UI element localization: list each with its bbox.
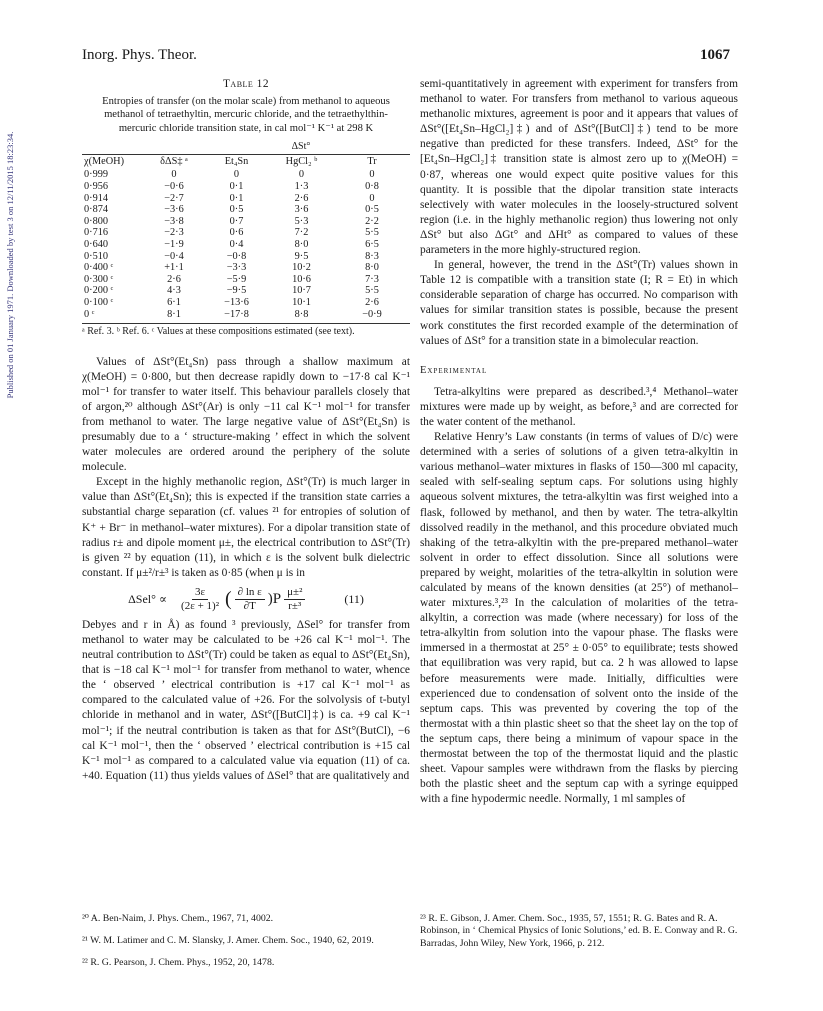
table-cell: 0 ᶜ <box>82 309 144 324</box>
left-column <box>82 77 410 784</box>
sidebar-note-container <box>0 0 20 620</box>
table-cell: 0·640 <box>84 238 109 250</box>
table-cell: 7·2 <box>294 227 309 239</box>
table-cell: 0·874 <box>84 204 109 216</box>
right-column <box>420 77 738 807</box>
table-cell: −0·6 <box>164 180 184 192</box>
table-cell: 2·6 <box>294 192 309 204</box>
table-row <box>82 239 410 251</box>
table-cell: −2·7 <box>164 192 184 204</box>
table-cell: 10·7 <box>292 285 311 297</box>
body-paragraph: Tetra-alkyltins were prepared as described.³,⁴ Methanol–water mixtures were made up by weight, as before,³ and are corrected for the water content of the methanol. <box>420 385 738 428</box>
table-cell: −0·4 <box>164 250 184 262</box>
table-row <box>82 169 410 181</box>
table-cell: 8·0 <box>365 262 379 274</box>
table-cell: 0·800 <box>84 215 109 227</box>
table-cell: −1·9 <box>164 238 184 250</box>
table-cell: 0 <box>171 169 177 181</box>
table-cell: 6·1 <box>167 296 181 308</box>
table-cell: 0 <box>233 169 240 181</box>
frac-denominator: ∂T <box>243 599 256 612</box>
table-caption: Entropies of transfer (on the molar scale) from methanol to aqueous methanol of tetraethyltin, mercuric chloride, and the tetraethylthin-mercuric chloride transition state, in cal mol⁻¹ K⁻¹ at 298 K <box>102 96 390 134</box>
table-cell: 0·200 ᶜ <box>84 285 114 297</box>
table-row <box>82 227 410 239</box>
entropy-table <box>82 154 410 324</box>
body-paragraph: Except in the highly methanolic region, ΔSt°(Tr) is much larger in value than ΔSt°(Et₄Sn); this is expected if the transition state carries a substantial charge separation (cf. values ²¹ for entropies of solution of K⁺ + Br⁻ in methanol–water mixtures). For a dipolar transition state of radius r± and dipole moment μ±, the electrical contribution to ΔSt°(Tr) is given ²² by equation (11), in which ε is the solvent bulk dielectric constant. If μ±²/r±³ is taken as 0·85 (when μ is in <box>82 476 410 579</box>
table-group-header: ΔSt° <box>291 140 311 152</box>
body-paragraph: semi-quantitatively in agreement with experiment for transfers from methanol to water. For transfers from methanol to various aqueous methanolic mixtures, agreement is poor and it appears that values of ΔSt°([Et₄Sn–HgCl₂]‡) and of ΔSt°([ButCl]‡) tend to be more negative than predicted for these transfers. Indeed, ΔSt° for the [Et₄Sn–HgCl₂]‡ transition state is almost zero up to χ(MeOH) = 0·87, whereas one would expect quite positive values for this quantity. It is possible that the dipolar transition state interacts selectively with water molecules in the loosely-structured solvent region (i.e. in the highly methanolic region) thus lowering not only ΔSt° but also ΔGt° and ΔHt° as compared to values of these parameters in the more highly-structured region. <box>420 78 738 257</box>
table-cell: 5·5 <box>365 227 379 239</box>
right-footnotes <box>420 911 738 960</box>
body-paragraph: Relative Henry’s Law constants (in terms of values of D/c) were determined with a series of solutions of a given tetra-alkyltin in various methanol–water mixtures in flasks of 150—300 ml capacity, sealed with self-sealing septum caps. For solutions using highly aqueous solvent mixtures, the tetra-alkyltin was first weighed into a flask, followed by methanol, and then by water. The tetra-alkyltin dissolved readily in the methanol, and this procedure obviated much shaking of the tetra-alkyltin with the pre-prepared methanol–water solvent in order to effect dissolution. Since all solutions were prepared by weight, molarities of the tetra-alkyltin in solution were calculated by means of the known densities (at 25°) of methanol–water mixtures.³,²³ In the calculation of molarities of the tetra-alkyltin, a correction was made (where necessary) for loss of the tetra-alkyltin from solution into the vapour phase. The flasks were immersed in a thermostat at 25° ± 0·05° to equilibrate; tests showed that equilibration was very rapid, but ca. 2 h was allowed to lapse before measurements were made. Initially, difficulties were experienced due to condensation of solvent onto the inside of the septum caps. This was prevented by covering the top of the thermostat with a thin plastic sheet so that the sheet lay on the top of the septum caps, there being a minimum of vapour space in the thermostat between the top of the thermostat liquid and the plastic sheet. Vapour samples were withdrawn from the flasks by piercing both the plastic sheet and the septum cap with a syringe equipped with a fine hypodermic needle. Normally, 1 ml samples of <box>420 431 738 806</box>
table-cell: 0·5 <box>365 204 379 216</box>
table-cell: −0·9 <box>334 309 410 324</box>
equation-paren: ( <box>225 587 232 610</box>
frac-numerator: ∂ ln ε <box>235 586 265 600</box>
table-cell: −13·6 <box>224 296 249 308</box>
table-cell: 2·2 <box>365 215 379 227</box>
table-row <box>82 309 410 324</box>
left-footnotes <box>82 911 410 979</box>
table-cell: 8·1 <box>144 309 204 324</box>
table-row <box>82 297 410 309</box>
frac-denominator: (2ε + 1)² <box>181 599 219 612</box>
frac-numerator: 3ε <box>192 586 208 600</box>
col-header: δΔS‡ ᵃ <box>144 154 204 169</box>
journal-title: Inorg. Phys. Theor. <box>82 47 197 63</box>
col-header: Et₄Sn <box>204 154 269 169</box>
table-cell: −17·8 <box>204 309 269 324</box>
table-cell: 6·5 <box>365 238 379 250</box>
table-cell: −3·6 <box>164 204 184 216</box>
footnote: ²⁰ A. Ben-Naim, J. Phys. Chem., 1967, 71, 4002. <box>82 913 274 924</box>
table-cell: 0 <box>298 169 305 181</box>
table-cell: 0·914 <box>84 192 109 204</box>
table-row <box>82 204 410 216</box>
table-row <box>82 216 410 228</box>
table-cell: −3·3 <box>226 262 247 274</box>
equation-11 <box>82 586 410 613</box>
table-cell: 0·6 <box>229 227 244 239</box>
table-cell: 3·6 <box>294 204 309 216</box>
body-paragraph: Values of ΔSt°(Et₄Sn) pass through a shallow maximum at χ(MeOH) = 0·800, but then decrease rapidly down to −17·8 cal K⁻¹ mol⁻¹ for transfer to water itself. This behaviour parallels closely that of argon,²⁰ although ΔSt°(Ar) is only −11 cal K⁻¹ mol⁻¹ for transfer from methanol to water. The large negative value of ΔSt°(Et₄Sn) is presumably due to a ‘ structure-making ’ effect in which the solvent water molecules are ordered around the periphery of the solute molecule. <box>82 355 410 474</box>
equation-fraction <box>178 586 222 613</box>
table-cell: 0 <box>369 192 375 204</box>
table-body <box>82 169 410 323</box>
table-cell: 2·6 <box>167 273 181 285</box>
table-cell: 8·3 <box>365 250 379 262</box>
table-cell: 0·1 <box>229 192 244 204</box>
table-cell: −5·9 <box>226 273 247 285</box>
table-row <box>82 251 410 263</box>
table-cell: 0·400 ᶜ <box>84 262 114 274</box>
equation-number: (11) <box>344 591 364 606</box>
table-cell: −9·5 <box>226 285 247 297</box>
body-paragraph: Debyes and r in Å) as found ³ previously, ΔSel° for transfer from methanol to water may be calculated to be +26 cal K⁻¹ mol⁻¹. The neutral contribution to ΔSt°(Tr) could be taken as equal to ΔSt°(Et₄Sn), that is −18 cal K⁻¹ mol⁻¹ for transfer from methanol to water, whence the ‘ observed ’ electrical contribution is +17 cal K⁻¹ mol⁻¹ as compared to the calculated value of +26. For the solvolysis of t-butyl chloride in methanol and in water, ΔSt°([ButCl]‡) is ca. +9 cal K⁻¹ mol⁻¹; if the neutral contribution is taken as that for ΔSt°(ButCl), −6 cal K⁻¹ mol⁻¹, then the ‘ observed ’ electrical contribution is +15 cal K⁻¹ mol⁻¹ as compared to a calculated value via equation (11) of ca. +40. Equation (11) thus yields values of ΔSel° that are qualitatively and <box>82 618 410 782</box>
body-paragraph: In general, however, the trend in the ΔSt°(Tr) values shown in Table 12 is compatible with a transition state (I; R = Et) in which considerable separation of charge has occurred. No comparison with values for similar transition states is possible, because the present work constitutes the first recorded example of the determination of values of ΔSt° for a transition state in a bimolecular reaction. <box>420 259 738 347</box>
table-cell: 0·7 <box>229 215 244 227</box>
table-cell: 0 <box>369 169 375 181</box>
page-number: 1067 <box>700 47 730 63</box>
table-title: Table 12 <box>222 78 270 90</box>
table-cell: 0·1 <box>229 180 244 192</box>
equation-lhs: ΔSel° ∝ <box>128 591 168 606</box>
table-header-row <box>82 154 410 169</box>
equation-fraction <box>235 586 265 613</box>
frac-numerator: μ±² <box>284 586 305 600</box>
table-cell: 5·3 <box>294 215 309 227</box>
frac-denominator: r±³ <box>288 599 302 612</box>
table-cell: −0·8 <box>226 250 247 262</box>
table-cell: 8·8 <box>269 309 334 324</box>
sidebar-note[interactable]: Published on 01 January 1971. Downloaded by test 3 on 12/11/2015 18:23:34. <box>5 131 15 399</box>
table-cell: 10·6 <box>292 273 311 285</box>
table-cell: 0·5 <box>229 204 244 216</box>
table-cell: 0·510 <box>84 250 109 262</box>
table-cell: 0·716 <box>84 227 109 239</box>
table-cell: 1·3 <box>294 180 309 192</box>
col-header: HgCl₂ ᵇ <box>269 154 334 169</box>
table-cell: 9·5 <box>294 250 309 262</box>
table-row <box>82 193 410 205</box>
col-header: Tr <box>334 154 410 169</box>
table-row <box>82 285 410 297</box>
footnote: ²² R. G. Pearson, J. Chem. Phys., 1952, 20, 1478. <box>82 957 275 969</box>
table-cell: 0·999 <box>84 169 109 181</box>
table-cell: 0·100 ᶜ <box>84 296 114 308</box>
section-heading: Experimental <box>420 364 488 376</box>
equation-fraction <box>284 586 305 613</box>
table-cell: 0·300 ᶜ <box>84 273 114 285</box>
table-cell: +1·1 <box>164 262 184 274</box>
table-cell: −2·3 <box>164 227 184 239</box>
table-cell: 0·8 <box>365 180 379 192</box>
equation-paren: )P <box>267 590 282 607</box>
table-cell: 5·5 <box>365 285 379 297</box>
table-cell: 8·0 <box>294 238 309 250</box>
footnote: ²³ R. E. Gibson, J. Amer. Chem. Soc., 1935, 57, 1551; R. G. Bates and R. A. Robinson, in ‘ Chemical Physics of Ionic Solutions,’ ed. B. E. Conway and R. G. Barradas, John Wiley, New York, 1966, p. 212. <box>420 913 738 949</box>
table-row <box>82 181 410 193</box>
footnote: ²¹ W. M. Latimer and C. M. Slansky, J. Amer. Chem. Soc., 1940, 62, 2019. <box>82 935 374 947</box>
table-footnote: ᵃ Ref. 3. ᵇ Ref. 6. ᶜ Values at these compositions estimated (see text). <box>82 326 355 338</box>
table-row <box>82 274 410 286</box>
table-cell: 7·3 <box>365 273 379 285</box>
table-cell: 0·4 <box>229 238 244 250</box>
table-cell: 10·2 <box>292 262 311 274</box>
table-cell: 2·6 <box>365 296 379 308</box>
table-cell: 0·956 <box>84 180 109 192</box>
table-cell: 10·1 <box>292 296 311 308</box>
table-cell: 4·3 <box>167 285 181 297</box>
table-cell: −3·8 <box>164 215 184 227</box>
table-row <box>82 262 410 274</box>
col-header: χ(MeOH) <box>82 154 144 169</box>
